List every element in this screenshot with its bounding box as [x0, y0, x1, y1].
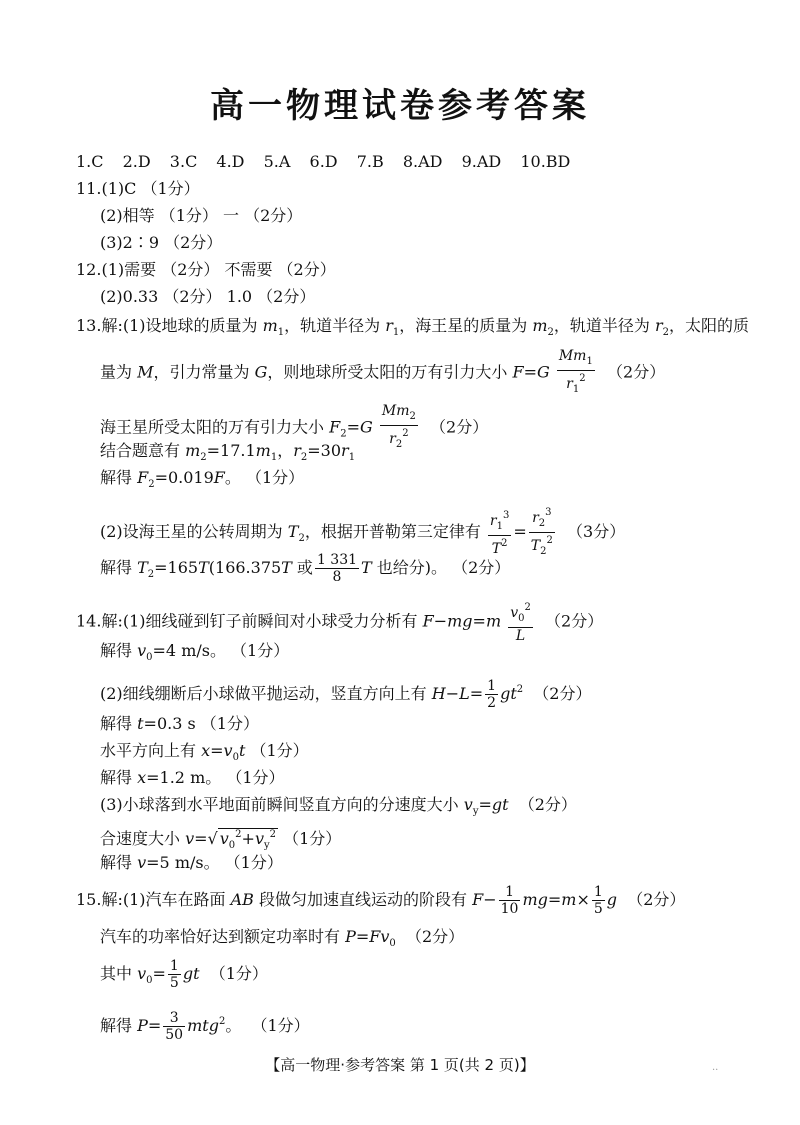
corner-mark: .. — [712, 1062, 719, 1073]
mc-answer: 5.A — [263, 152, 291, 171]
mc-answer: 8.AD — [402, 152, 443, 171]
fraction: $\frac{r_1^3}{T^2}$ — [489, 510, 510, 557]
q14-line-9: 解得 v=5 m/s。 （1分） — [100, 853, 283, 872]
q13-line-5: 解得 $F_2=0.019F$。 （1分） — [100, 468, 305, 490]
fraction: $\frac{1}{5}$ — [593, 884, 603, 917]
q14-line-3: (2)细线绷断后小球做平抛运动，竖直方向上有 H−L= $\frac{1}{2}$ $gt^2$ （2分） — [100, 678, 592, 711]
q11-line-3: (3)2∶9 （2分） — [100, 233, 223, 252]
fraction: $\frac{v_0^2}{L}$ — [510, 602, 531, 644]
q13-line-6: (2)设海王星的公转周期为 $T_2$，根据开普勒第三定律有 $\frac{r_1^3}{T^2}$ = $\frac{r_2^3}{T_2^2}$ （3分） — [100, 505, 625, 560]
q13-line-2: 量为 M，引力常量为 G，则地球所受太阳的万有引力大小 F=G $\frac{Mm_1}{r_1^2}$ （2分） — [100, 348, 665, 398]
fraction: $\frac{1}{10}$ — [500, 884, 519, 917]
mc-answer: 6.D — [309, 152, 338, 171]
fraction: $\frac{3}{50}$ — [165, 1010, 184, 1043]
q12-line-1: 12.(1)需要 （2分） 不需要 （2分） — [76, 260, 336, 279]
q14-line-4: 解得 t=0.3 s （1分） — [100, 714, 259, 733]
q14-line-7: (3)小球落到水平地面前瞬间竖直方向的分速度大小 $v_y=gt$ （2分） — [100, 795, 577, 817]
mc-answer: 2.D — [122, 152, 151, 171]
q13-line-3: 海王星所受太阳的万有引力大小 $F_2=G$ $\frac{Mm_2}{r_2^2}$ （2分） — [100, 403, 488, 453]
q15-line-4: 解得 P= $\frac{3}{50}$ mtg$^2$。 （1分） — [100, 1010, 310, 1043]
q15-line-2: 汽车的功率恰好达到额定功率时有 $P=Fv_0$ （2分） — [100, 927, 465, 949]
q14-line-5: 水平方向上有 $x=v_0t$ （1分） — [100, 741, 309, 763]
q11-line-1: 11.(1)C （1分） — [76, 179, 200, 198]
fraction: $\frac{1}{2}$ — [487, 678, 497, 711]
q13-line-7: 解得 $T_2=165T(166.375T$ 或 $\frac{1 331}{8}$ T 也给分)。 （2分） — [100, 552, 511, 585]
mc-answer: 9.AD — [461, 152, 502, 171]
q14-line-1: 14.解:(1)细线碰到钉子前瞬间对小球受力分析有 F−mg=m $\frac{v_0^2}{L}$ （2分） — [76, 602, 604, 644]
mc-answer: 7.B — [356, 152, 384, 171]
q15-line-3: 其中 $v_0=$ $\frac{1}{5}$ gt （1分） — [100, 958, 268, 991]
q11-line-2: (2)相等 （1分） 一 （2分） — [100, 206, 303, 225]
mc-answer: 3.C — [169, 152, 198, 171]
fraction: $\frac{1}{5}$ — [169, 958, 179, 991]
q12-line-2: (2)0.33 （2分） 1.0 （2分） — [100, 287, 316, 306]
multiple-choice-answers — [76, 152, 584, 172]
fraction: $\frac{r_2^3}{T_2^2}$ — [530, 507, 553, 557]
q14-line-2: 解得 $v_0=4$ m/s。 （1分） — [100, 641, 290, 663]
q13-line-4: 结合题意有 $m_2=17.1m_1$，$r_2=30r_1$ — [100, 441, 356, 463]
mc-answer: 10.BD — [520, 152, 571, 171]
mc-answer: 1.C — [76, 152, 104, 171]
page-title: 高一物理试卷参考答案 — [210, 86, 590, 126]
mc-answer: 4.D — [216, 152, 245, 171]
q15-line-1: 15.解:(1)汽车在路面 AB 段做匀加速直线运动的阶段有 F− $\frac{1}{10}$ mg=m× $\frac{1}{5}$ g （2分） — [76, 884, 686, 917]
q14-line-8: 合速度大小 v=√ $v_0^2+v_y^2$ （1分） — [100, 829, 342, 851]
fraction: $\frac{Mm_1}{r_1^2}$ — [558, 348, 593, 395]
q14-line-6: 解得 x=1.2 m。 （1分） — [100, 768, 285, 787]
q13-line-1: 13.解:(1)设地球的质量为 $m_1$，轨道半径为 $r_1$，海王星的质量为 $m_2$，轨道半径为 $r_2$，太阳的质 — [76, 316, 750, 338]
fraction: $\frac{Mm_2}{r_2^2}$ — [381, 403, 416, 450]
page-footer: 【高一物理·参考答案 第 1 页(共 2 页)】 — [265, 1056, 535, 1074]
fraction: $\frac{1 331}{8}$ — [316, 552, 358, 585]
